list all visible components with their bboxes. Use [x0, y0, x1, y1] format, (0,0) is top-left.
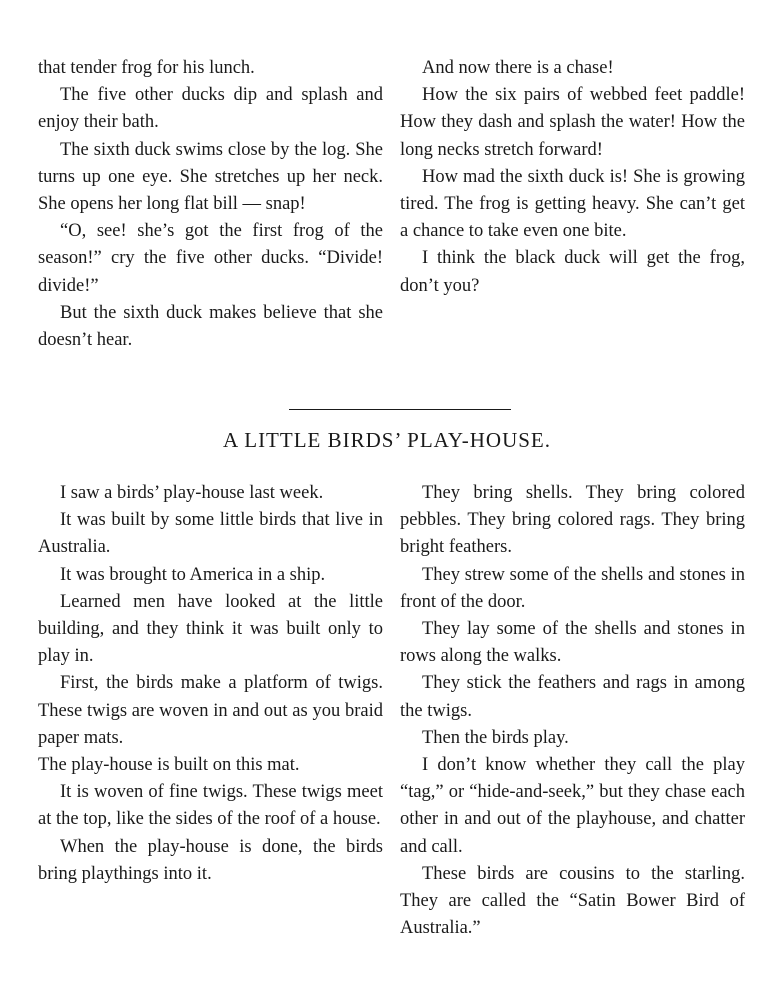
paragraph: It is woven of fine twigs. These twigs meet at the top, like the sides of the roof of a house. [38, 782, 383, 830]
paragraph: I think the black duck will get the frog, don’t you? [400, 248, 745, 296]
paragraph: They strew some of the shells and stones in front of the door. [400, 564, 745, 612]
paragraph: They lay some of the shells and stones in rows along the walks. [400, 619, 745, 667]
top-right-column [400, 55, 745, 300]
paragraph: It was brought to America in a ship. [60, 564, 326, 585]
paragraph: And now there is a chase! [422, 58, 614, 78]
paragraph: But the sixth duck makes believe that she doesn’t hear. [38, 302, 383, 351]
paragraph: Learned men have looked at the little building, and they think it was built only to play in. [38, 591, 383, 667]
paragraph: First, the birds make a platform of twigs. These twigs are woven in and out as you braid paper mats. [38, 673, 383, 748]
story-title: A LITTLE BIRDS’ PLAY-HOUSE. [222, 428, 551, 452]
paragraph: that tender frog for his lunch. [38, 58, 255, 78]
paragraph: I saw a birds’ play-house last week. [60, 483, 324, 503]
paragraph: Then the birds play. [422, 727, 569, 748]
section-divider [289, 409, 511, 410]
paragraph: It was built by some little birds that live in Australia. [38, 510, 383, 558]
paragraph: How the six pairs of webbed feet paddle! How they dash and splash the water! How the long necks stretch forward! [400, 85, 745, 160]
paragraph: They stick the feathers and rags in among the twigs. [400, 673, 745, 721]
paragraph: These birds are cousins to the starling. They are called the “Satin Bower Bird of Australia.” [400, 863, 745, 939]
top-left-column [38, 55, 383, 354]
paragraph: “O, see! she’s got the first frog of the season!” cry the five other ducks. “Divide! divide!” [38, 221, 383, 296]
story-left-column [38, 480, 383, 888]
paragraph: They bring shells. They bring colored pebbles. They bring colored rags. They bring bright feathers. [400, 483, 745, 558]
paragraph: The five other ducks dip and splash and enjoy their bath. [38, 85, 383, 133]
paragraph: The sixth duck swims close by the log. She turns up one eye. She stretches up her neck. She opens her long flat bill — snap! [38, 139, 383, 215]
story-right-column [400, 480, 745, 942]
paragraph: The play-house is built on this mat. [38, 755, 300, 776]
paragraph: How mad the sixth duck is! She is growing tired. The frog is getting heavy. She can’t get a chance to take even one bite. [400, 166, 745, 242]
paragraph: When the play-house is done, the birds bring playthings into it. [38, 836, 383, 884]
paragraph: I don’t know whether they call the play “tag,” or “hide-and-seek,” but they chase each other in and out of the playhouse, and chatter and call. [400, 755, 745, 857]
